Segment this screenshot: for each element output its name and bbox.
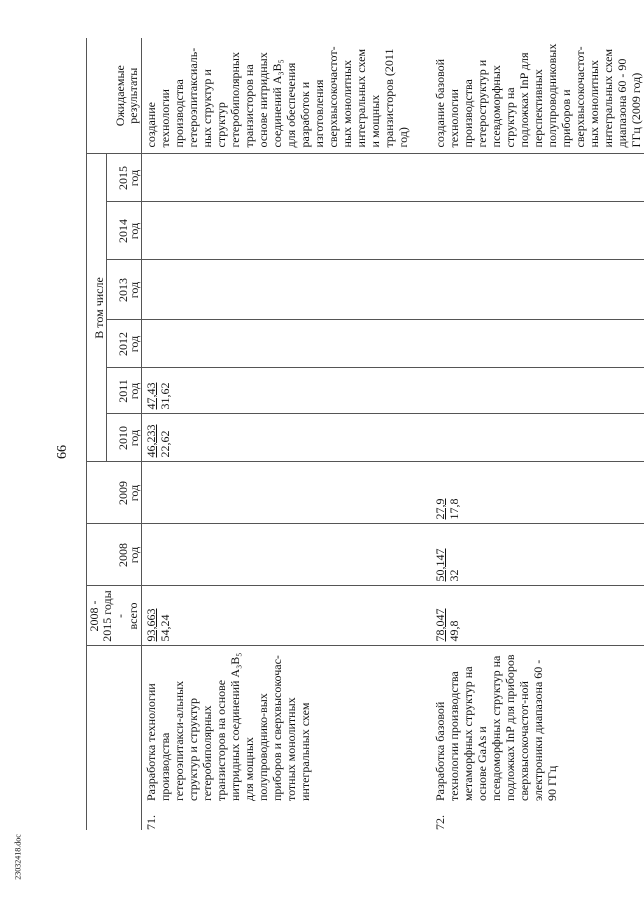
header-row-1 — [87, 38, 107, 830]
row-2010 — [411, 414, 644, 462]
document-id: 23032418.doc — [13, 834, 23, 880]
row-2009: 27,9 17,8 — [411, 462, 644, 524]
row-2012 — [411, 320, 644, 368]
row-2015 — [411, 154, 644, 202]
row-result: создание технологии производства гетероэпитаксиаль-ных структур и структур гетеробиполярных транзисторов на основе нитридных соединений A₃B₅ для обеспечения разработок и изготовления сверхвысокочастот-ных монолитных интегральных схем и мощных транзисторов (2011 год) — [142, 38, 412, 154]
row-name: Разработка базовой технологии производства метаморфных структур на основе GaAs и псевдоморфных структур на подложках InP для приборов сверхвысокочастот-ной электроники диапазона 60 - 90 ГГц — [433, 654, 559, 801]
row-number: 71. — [144, 815, 158, 830]
header-results: Ожидаемые результаты — [87, 38, 142, 154]
row-2013 — [411, 260, 644, 320]
header-year-2012: 2012 год — [106, 320, 141, 368]
row-2014 — [142, 202, 412, 260]
row-2014 — [411, 202, 644, 260]
row-number: 72. — [433, 815, 447, 830]
header-in-that-number: В том числе — [87, 154, 107, 462]
header-year-2015: 2015 год — [106, 154, 141, 202]
row-2008 — [142, 524, 412, 586]
row-2011: 47,43 31,62 — [142, 368, 412, 414]
row-2012 — [142, 320, 412, 368]
row-total: 93,663 54,24 — [142, 586, 412, 646]
header-total: 2008 - 2015 годы - всего — [87, 586, 142, 646]
row-2008: 50,147 32 — [411, 524, 644, 586]
row-2013 — [142, 260, 412, 320]
row-2010: 46,233 22,62 — [142, 414, 412, 462]
row-2011 — [411, 368, 644, 414]
header-year-2013: 2013 год — [106, 260, 141, 320]
financing-table — [86, 38, 644, 830]
header-year-2010: 2010 год — [106, 414, 141, 462]
header-year-2009: 2009 год — [87, 462, 142, 524]
header-year-2014: 2014 год — [106, 202, 141, 260]
rotated-table-area — [86, 38, 643, 830]
row-total: 78,047 49,8 — [411, 586, 644, 646]
row-2015 — [142, 154, 412, 202]
header-year-2011: 2011 год — [106, 368, 141, 414]
row-2009 — [142, 462, 412, 524]
table-row — [411, 38, 644, 830]
page-number: 66 — [55, 445, 70, 459]
row-result: создание базовой технологии производства гетероструктур и псевдоморфных структур на подложках InP для перспективных полупроводниковых приборов и сверхвысокочастот-ных монолитных интегральных схем диапазона 60 - 90 ГГц (2009 год) — [411, 38, 644, 154]
header-year-2008: 2008 год — [87, 524, 142, 586]
row-name: Разработка технологии производства гетероэпитакси-альных структур и структур гетеробиполярных транзисторов на основе нитридных соединений A₃B₅ для мощных полупроводнико-вых приборов и сверхвысокочас-тотных монолитных интегральных схем — [144, 652, 312, 801]
table-row — [142, 38, 412, 830]
